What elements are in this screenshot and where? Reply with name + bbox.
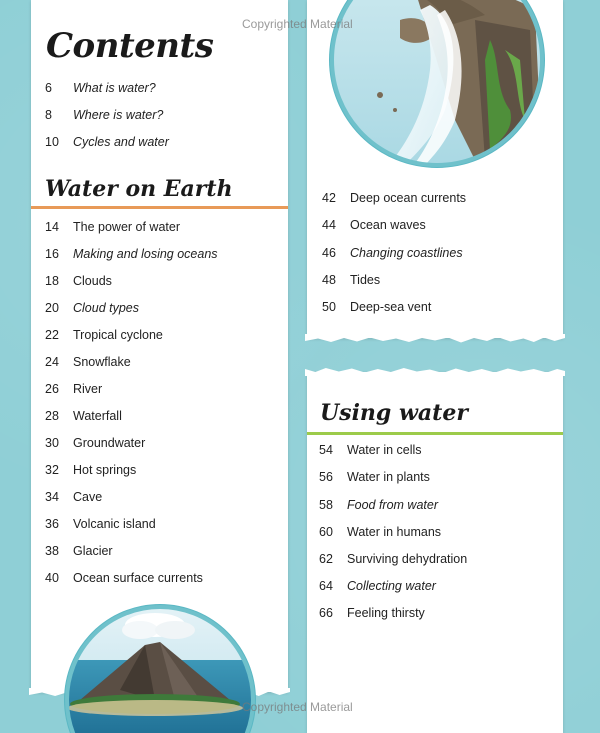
toc-entry[interactable]	[319, 605, 425, 621]
toc-entry[interactable]	[319, 442, 422, 458]
toc-page-number: 54	[319, 443, 333, 457]
toc-entry[interactable]	[45, 300, 139, 316]
toc-page-number: 26	[45, 382, 59, 396]
toc-page-number: 66	[319, 606, 333, 620]
toc-page-number: 56	[319, 470, 333, 484]
toc-page-number: 18	[45, 274, 59, 288]
toc-entry[interactable]	[45, 408, 122, 424]
toc-label: River	[73, 382, 103, 396]
toc-label: Tropical cyclone	[73, 328, 163, 342]
watermark-top: Copyrighted Material	[242, 17, 353, 31]
toc-label: What is water?	[73, 81, 156, 95]
toc-label: Where is water?	[73, 108, 164, 122]
toc-page-number: 8	[45, 108, 52, 122]
toc-page-number: 30	[45, 436, 59, 450]
toc-entry[interactable]	[45, 134, 169, 150]
toc-page-number: 16	[45, 247, 59, 261]
toc-label: Deep-sea vent	[350, 300, 432, 314]
toc-label: Collecting water	[347, 579, 436, 593]
toc-label: Ocean waves	[350, 218, 426, 232]
toc-page-number: 10	[45, 135, 59, 149]
toc-page-number: 22	[45, 328, 59, 342]
toc-label: Cycles and water	[73, 135, 169, 149]
toc-page-number: 36	[45, 517, 59, 531]
toc-page-number: 50	[322, 300, 336, 314]
toc-entry[interactable]	[319, 469, 430, 485]
toc-entry[interactable]	[322, 272, 380, 288]
toc-label: Tides	[350, 273, 381, 287]
toc-page-number: 20	[45, 301, 59, 315]
toc-page-number: 38	[45, 544, 59, 558]
toc-page-number: 42	[322, 191, 336, 205]
toc-page-number: 60	[319, 525, 333, 539]
toc-entry[interactable]	[319, 524, 441, 540]
toc-entry[interactable]	[45, 489, 102, 505]
toc-entry[interactable]	[45, 570, 203, 586]
toc-page-number: 34	[45, 490, 59, 504]
toc-entry[interactable]	[45, 219, 180, 235]
toc-entry[interactable]	[45, 246, 218, 262]
toc-entry[interactable]	[45, 327, 163, 343]
toc-label: Feeling thirsty	[347, 606, 425, 620]
toc-entry[interactable]	[322, 245, 463, 261]
toc-entry[interactable]	[322, 217, 426, 233]
section-rule	[31, 206, 288, 209]
waterfall-image	[325, 0, 545, 170]
toc-label: Food from water	[347, 498, 439, 512]
toc-entry[interactable]	[319, 578, 436, 594]
toc-entry[interactable]	[45, 80, 156, 96]
toc-page-number: 44	[322, 218, 336, 232]
toc-label: Hot springs	[73, 463, 137, 477]
toc-entry[interactable]	[322, 299, 431, 315]
section-heading-water-on-earth: Water on Earth	[45, 176, 233, 202]
toc-label: Making and losing oceans	[73, 247, 218, 261]
toc-entry[interactable]	[319, 497, 438, 513]
page-title: Contents	[46, 26, 214, 66]
toc-entry[interactable]	[45, 516, 156, 532]
watermark-bottom: Copyrighted Material	[242, 700, 353, 714]
toc-label: Cloud types	[73, 301, 140, 315]
toc-page-number: 6	[45, 81, 52, 95]
toc-label: Surviving dehydration	[347, 552, 468, 566]
toc-label: Water in humans	[347, 525, 442, 539]
toc-label: Waterfall	[73, 409, 122, 423]
toc-page-number: 64	[319, 579, 333, 593]
toc-page-number: 40	[45, 571, 59, 585]
toc-label: Clouds	[73, 274, 112, 288]
toc-label: Deep ocean currents	[350, 191, 467, 205]
toc-entry[interactable]	[322, 190, 466, 206]
toc-page-number: 58	[319, 498, 333, 512]
toc-label: Water in plants	[347, 470, 430, 484]
toc-label: The power of water	[73, 220, 180, 234]
volcanic-island-illustration	[60, 600, 260, 733]
toc-entry[interactable]	[319, 551, 467, 567]
toc-page-number: 28	[45, 409, 59, 423]
toc-label: Water in cells	[347, 443, 422, 457]
toc-entry[interactable]	[45, 354, 131, 370]
volcano-image	[60, 600, 260, 733]
toc-entry[interactable]	[45, 543, 113, 559]
section-heading-using-water: Using water	[320, 400, 468, 426]
toc-label: Changing coastlines	[350, 246, 463, 260]
toc-label: Volcanic island	[73, 517, 156, 531]
toc-page-number: 32	[45, 463, 59, 477]
toc-entry[interactable]	[45, 462, 136, 478]
toc-page-number: 48	[322, 273, 336, 287]
toc-page-number: 46	[322, 246, 336, 260]
toc-entry[interactable]	[45, 381, 102, 397]
toc-page-number: 62	[319, 552, 333, 566]
toc-entry[interactable]	[45, 435, 145, 451]
toc-page-number: 14	[45, 220, 59, 234]
toc-label: Groundwater	[73, 436, 146, 450]
toc-label: Snowflake	[73, 355, 131, 369]
toc-entry[interactable]	[45, 107, 163, 123]
left-contents-panel	[31, 0, 288, 692]
section-rule	[307, 432, 563, 435]
toc-label: Cave	[73, 490, 103, 504]
toc-entry[interactable]	[45, 273, 112, 289]
waterfall-illustration	[325, 0, 545, 170]
toc-label: Ocean surface currents	[73, 571, 203, 585]
toc-label: Glacier	[73, 544, 113, 558]
toc-page-number: 24	[45, 355, 59, 369]
